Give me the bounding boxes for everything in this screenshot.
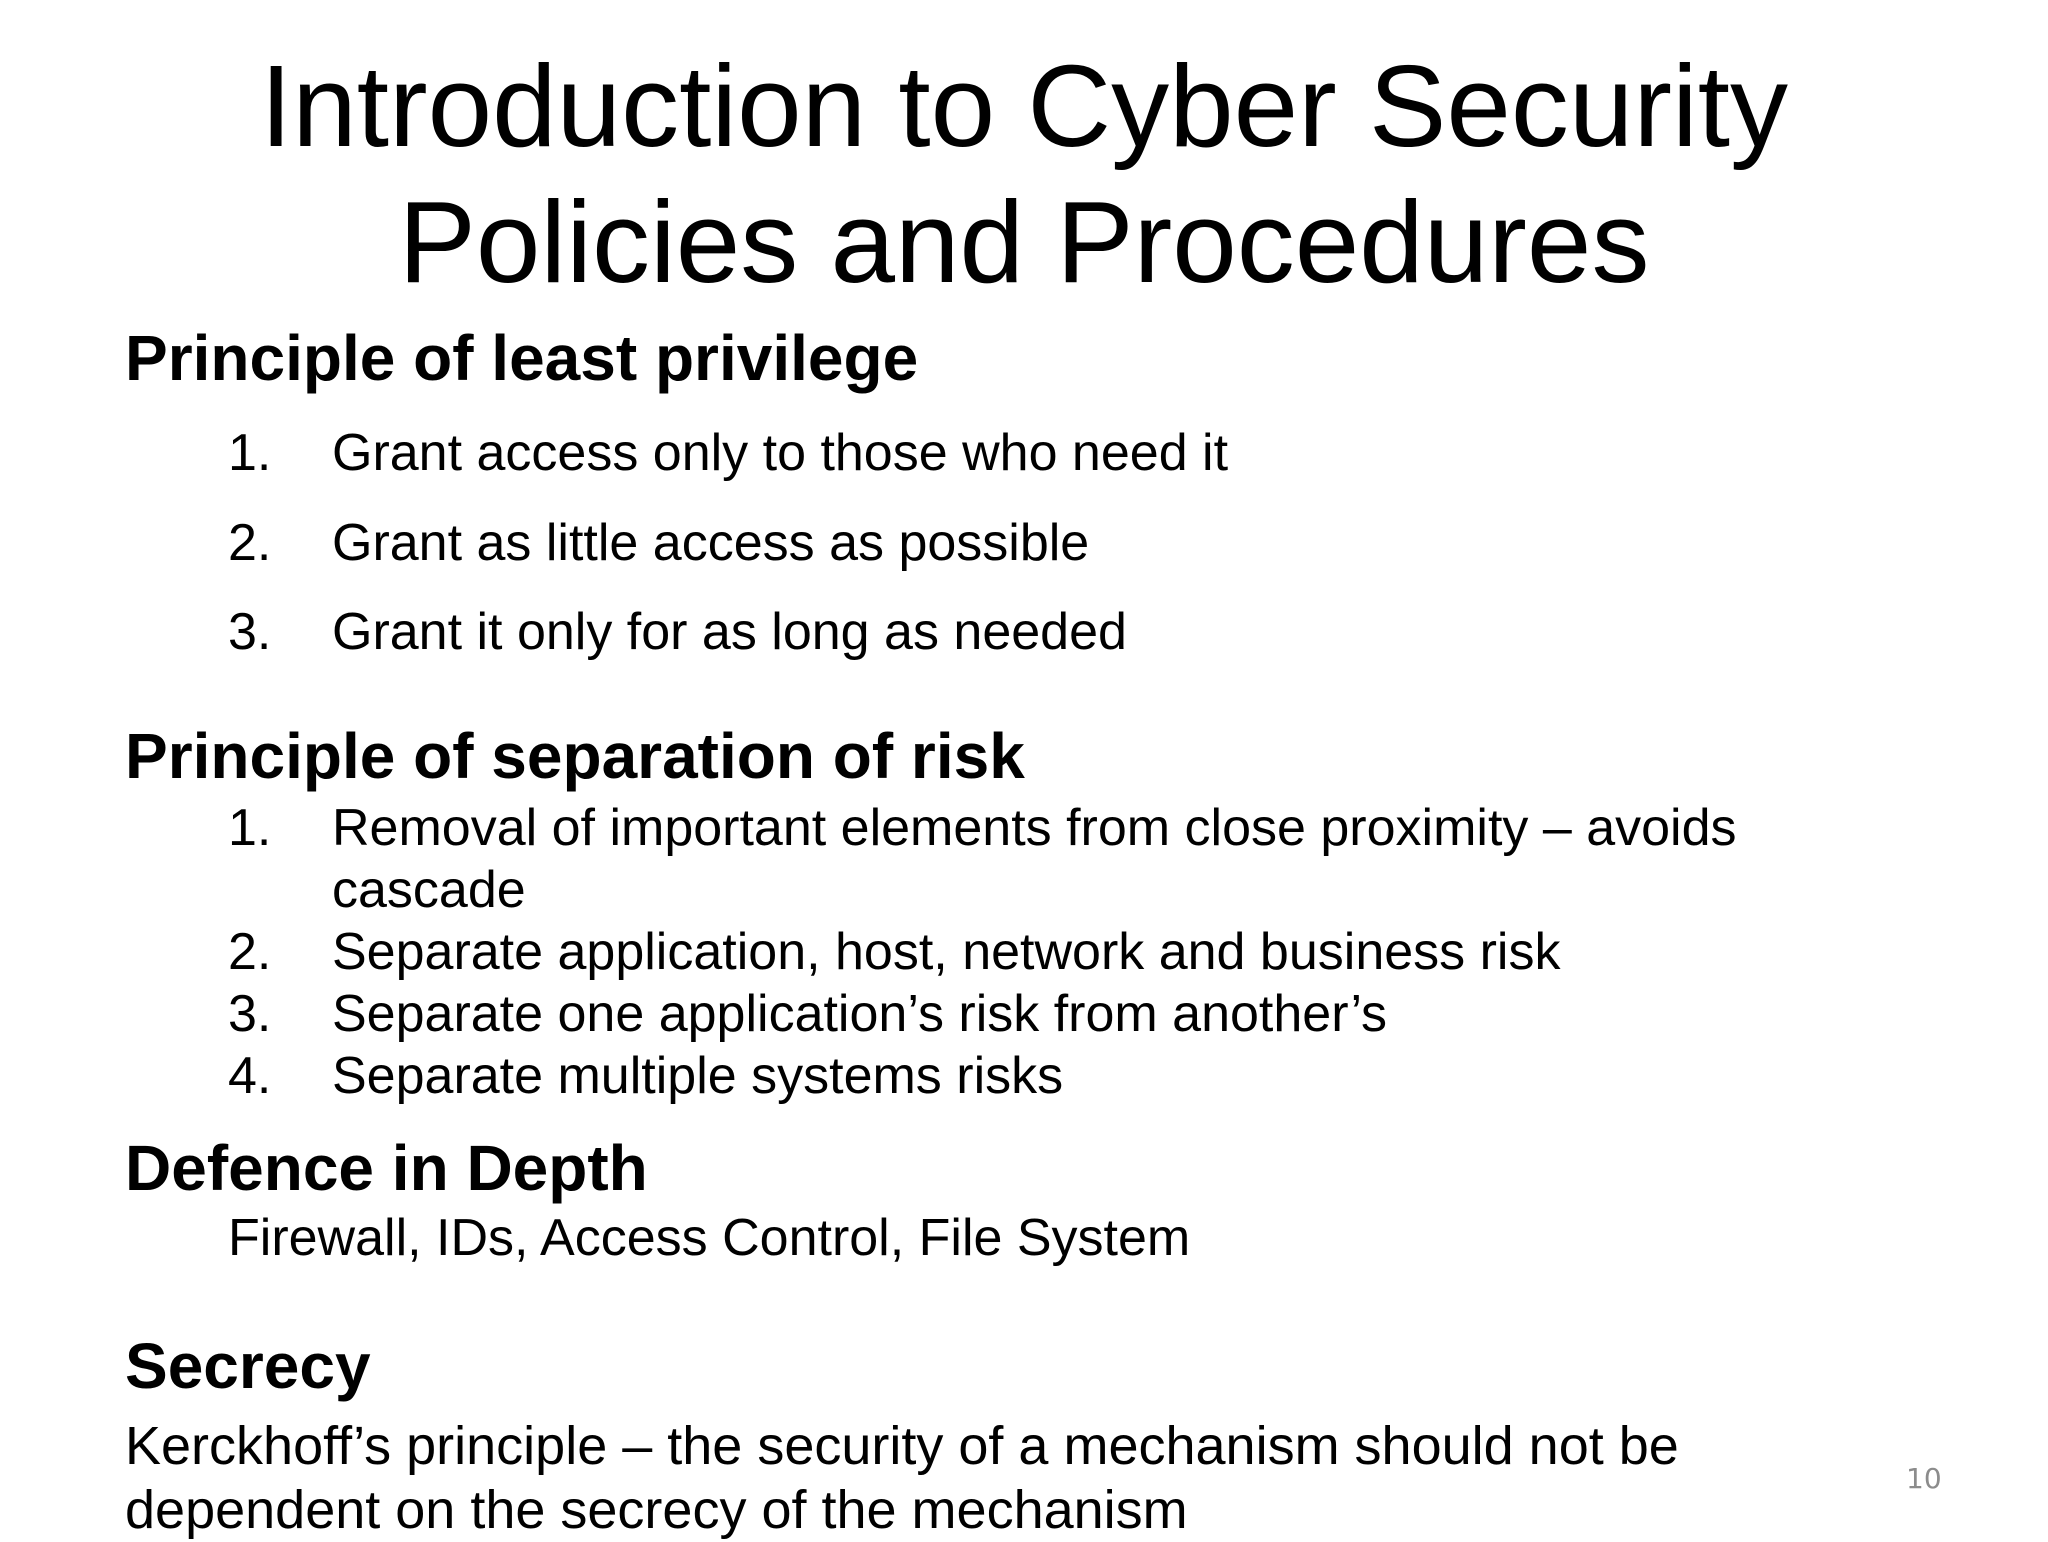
list-item-number: 3. (228, 603, 272, 661)
slide-title-line-1: Introduction to Cyber Security (259, 41, 1789, 171)
heading-secrecy: Secrecy (125, 1330, 371, 1402)
list-item-text: Grant it only for as long as needed (332, 603, 1127, 661)
list-item-text: Grant as little access as possible (332, 514, 1090, 572)
list-item-number: 1. (228, 799, 272, 857)
list-item-text: Grant access only to those who need it (332, 424, 1229, 482)
secrecy-text-line-1: Kerckhoff’s principle – the security of a mechanism should not be (125, 1416, 1679, 1476)
list-item-number: 4. (228, 1047, 272, 1105)
slide-title (0, 38, 2048, 310)
heading-defence-in-depth: Defence in Depth (125, 1132, 648, 1204)
list-item-number: 3. (228, 985, 272, 1043)
list-item-number: 1. (228, 424, 272, 482)
slide-title-line-2: Policies and Procedures (398, 177, 1650, 307)
heading-least-privilege: Principle of least privilege (125, 322, 919, 394)
heading-separation-of-risk: Principle of separation of risk (125, 720, 1025, 792)
page-number: 10 (1906, 1462, 1942, 1495)
list-item-number: 2. (228, 514, 272, 572)
list-item-text: Separate multiple systems risks (332, 1047, 1064, 1105)
list-item-text: Removal of important elements from close proximity – avoids (332, 799, 1737, 857)
list-item-number: 2. (228, 923, 272, 981)
list-item-text: Separate one application’s risk from another’s (332, 985, 1388, 1043)
list-item-text-continuation: cascade (332, 861, 526, 919)
secrecy-text-line-2: dependent on the secrecy of the mechanism (125, 1480, 1188, 1540)
list-item-text: Separate application, host, network and business risk (332, 923, 1561, 981)
defence-in-depth-text: Firewall, IDs, Access Control, File System (228, 1209, 1191, 1267)
